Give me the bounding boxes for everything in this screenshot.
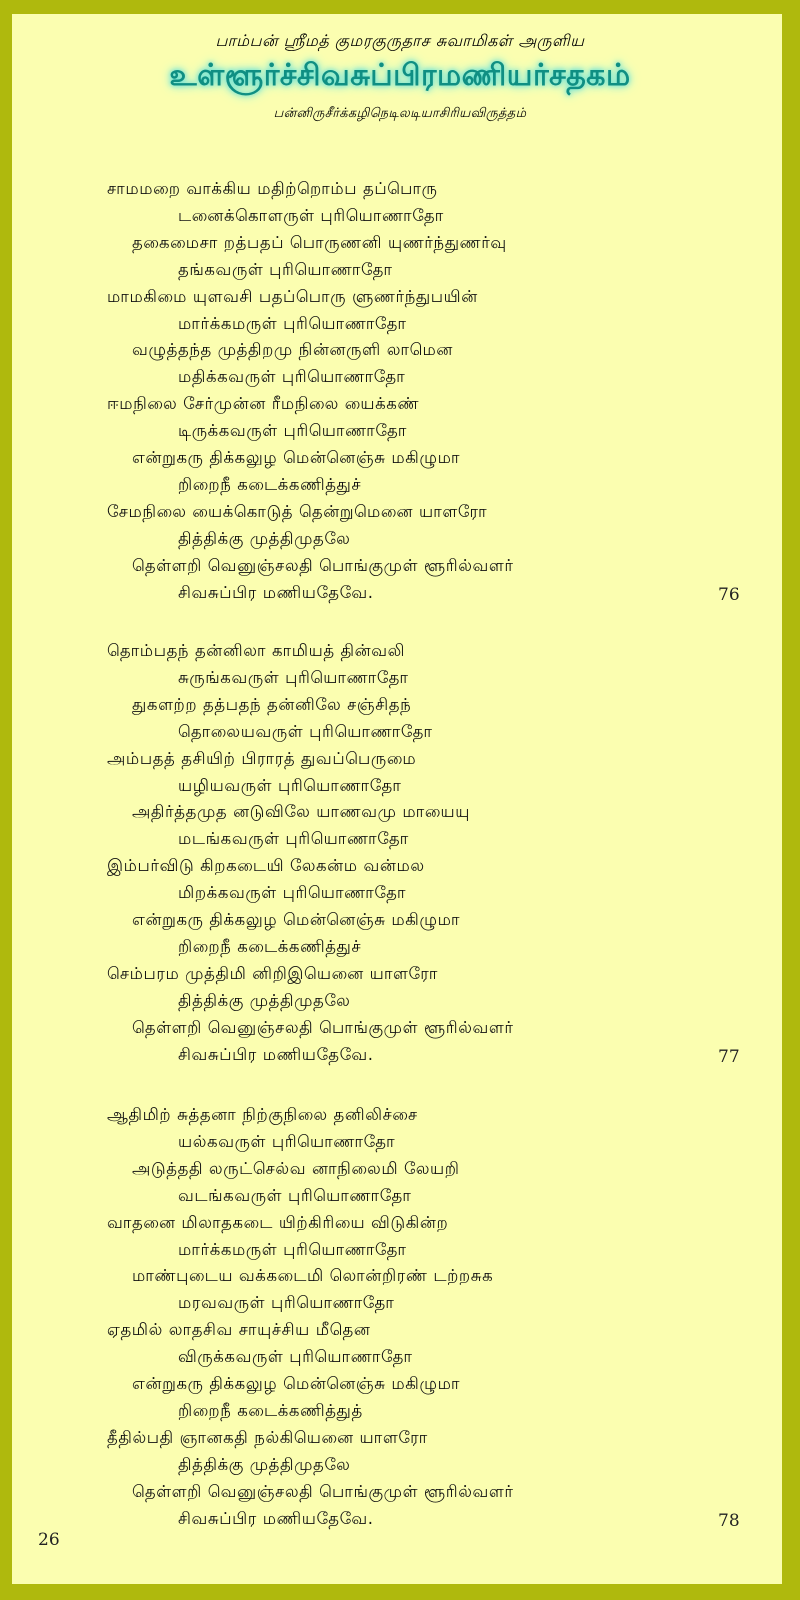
- verse-line: செம்பரம முத்திமி னிறிஇயெனை யாளரோ: [107, 963, 439, 983]
- verse-line: தொம்பதந் தன்னிலா காமியத் தின்வலி: [107, 641, 406, 660]
- verse-line: மாண்புடைய வக்கடைமி லொன்றிரண் டற்றசுக: [132, 1266, 494, 1286]
- verse-line: றிறைநீ கடைக்கணித்துச்: [178, 936, 362, 956]
- verse-line: அதிர்த்தமுத னடுவிலே யாணவமு மாயையு: [132, 802, 470, 822]
- verse-line: மதிக்கவருள் புரியொணாதோ: [178, 367, 406, 387]
- verse-line: மிறக்கவருள் புரியொணாதோ: [178, 883, 407, 903]
- verse-line: சிவசுப்பிர மணியதேவே.: [178, 1508, 374, 1528]
- verse-line: தெள்ளறி வெனுஞ்சலதி பொங்குமுள் ளூரில்வளர்: [132, 1017, 514, 1037]
- verse-line: யல்கவருள் புரியொணாதோ: [178, 1131, 396, 1151]
- verse-number: 76: [718, 584, 740, 605]
- verse-line: யழியவருள் புரியொணாதோ: [178, 775, 402, 795]
- verse-line: தகைமைசா றத்பதப் பொருணனி யுணர்ந்துணர்வு: [132, 232, 507, 252]
- verse-number: 78: [718, 1510, 740, 1531]
- verse-line: சேமநிலை யைக்கொடுத் தென்றுமெனை யாளரோ: [107, 501, 488, 521]
- verse-line: என்றுகரு திக்கலுழ மென்னெஞ்சு மகிழுமா: [132, 910, 461, 929]
- verse-line: அடுத்ததி லருட்செல்வ னாநிலைமி லேயறி: [132, 1158, 460, 1178]
- verse-line: தித்திக்கு முத்திமுதலே: [178, 990, 351, 1010]
- verse-line: மரவவருள் புரியொணாதோ: [178, 1293, 395, 1313]
- verse-line: தங்கவருள் புரியொணாதோ: [178, 259, 393, 279]
- verse-line: வாதனை மிலாதகடை யிற்கிரியை விடுகின்ற: [107, 1212, 449, 1232]
- verse-line: மடங்கவருள் புரியொணாதோ: [178, 829, 409, 849]
- verse-line: ஏதமில் லாதசிவ சாயுச்சிய மீதென: [107, 1320, 371, 1340]
- verse-line: றிறைநீ கடைக்கணித்துத்: [178, 1400, 363, 1420]
- verse-line: தெள்ளறி வெனுஞ்சலதி பொங்குமுள் ளூரில்வளர்: [132, 555, 514, 575]
- verse-line: தித்திக்கு முத்திமுதலே: [178, 1454, 351, 1474]
- verse-line: வழுத்தந்த முத்திறமு நின்னருளி லாமென: [132, 340, 453, 360]
- page-number: 26: [38, 1530, 60, 1550]
- verse-line: டனைக்கொளருள் புரியொணாதோ: [178, 205, 444, 225]
- verse-line: டிருக்கவருள் புரியொணாதோ: [178, 421, 408, 441]
- verse-line: தீதில்பதி ஞானகதி நல்கியெனை யாளரோ: [107, 1427, 428, 1447]
- verse-line: என்றுகரு திக்கலுழ மென்னெஞ்சு மகிழுமா: [132, 448, 461, 467]
- verse-line: சிவசுப்பிர மணியதேவே.: [178, 582, 374, 602]
- verse-line: சிவசுப்பிர மணியதேவே.: [178, 1044, 374, 1064]
- verse-line: றிறைநீ கடைக்கணித்துச்: [178, 474, 362, 494]
- verse-line: தித்திக்கு முத்திமுதலே: [178, 528, 351, 548]
- verse-line: விருக்கவருள் புரியொணாதோ: [178, 1347, 413, 1367]
- verse-line: ஆதிமிற் சுத்தனா நிற்குநிலை தனிலிச்சை: [107, 1105, 418, 1124]
- verse-line: துகளற்ற தத்பதந் தன்னிலே சஞ்சிதந்: [132, 694, 412, 714]
- verse-line: வடங்கவருள் புரியொணாதோ: [178, 1185, 412, 1205]
- verse-line: சாமமறை வாக்கிய மதிற்றொம்ப தப்பொரு: [107, 179, 438, 198]
- verse-line: தொலையவருள் புரியொணாதோ: [178, 721, 433, 741]
- verse-number: 77: [718, 1046, 740, 1067]
- meter-subtitle: பன்னிருசீர்க்கழிநெடிலடியாசிரியவிருத்தம்: [273, 106, 527, 121]
- verse-line: இம்பர்விடு கிறகடையி லேகன்ம வன்மல: [107, 856, 425, 876]
- verse-line: சுருங்கவருள் புரியொணாதோ: [178, 667, 409, 687]
- verse-line: தெள்ளறி வெனுஞ்சலதி பொங்குமுள் ளூரில்வளர்: [132, 1481, 514, 1501]
- author-line: பாம்பன் ஸ்ரீமத் குமரகுருதாச சுவாமிகள் அருளிய: [215, 31, 585, 50]
- verse-line: அம்பதத் தசியிற் பிராரத் துவப்பெருமை: [107, 748, 417, 768]
- verse-line: மாமகிமை யுளவசி பதப்பொரு ளுணர்ந்துபயின்: [107, 286, 478, 306]
- verse-line: ஈமநிலை சேர்முன்ன ரீமநிலை யைக்கண்: [107, 394, 420, 414]
- verse-line: என்றுகரு திக்கலுழ மென்னெஞ்சு மகிழுமா: [132, 1374, 461, 1393]
- page-title: உள்ளூர்ச்சிவசுப்பிரமணியர்சதகம்: [169, 58, 631, 93]
- verse-line: மார்க்கமருள் புரியொணாதோ: [178, 313, 407, 333]
- verse-line: மார்க்கமருள் புரியொணாதோ: [178, 1239, 407, 1259]
